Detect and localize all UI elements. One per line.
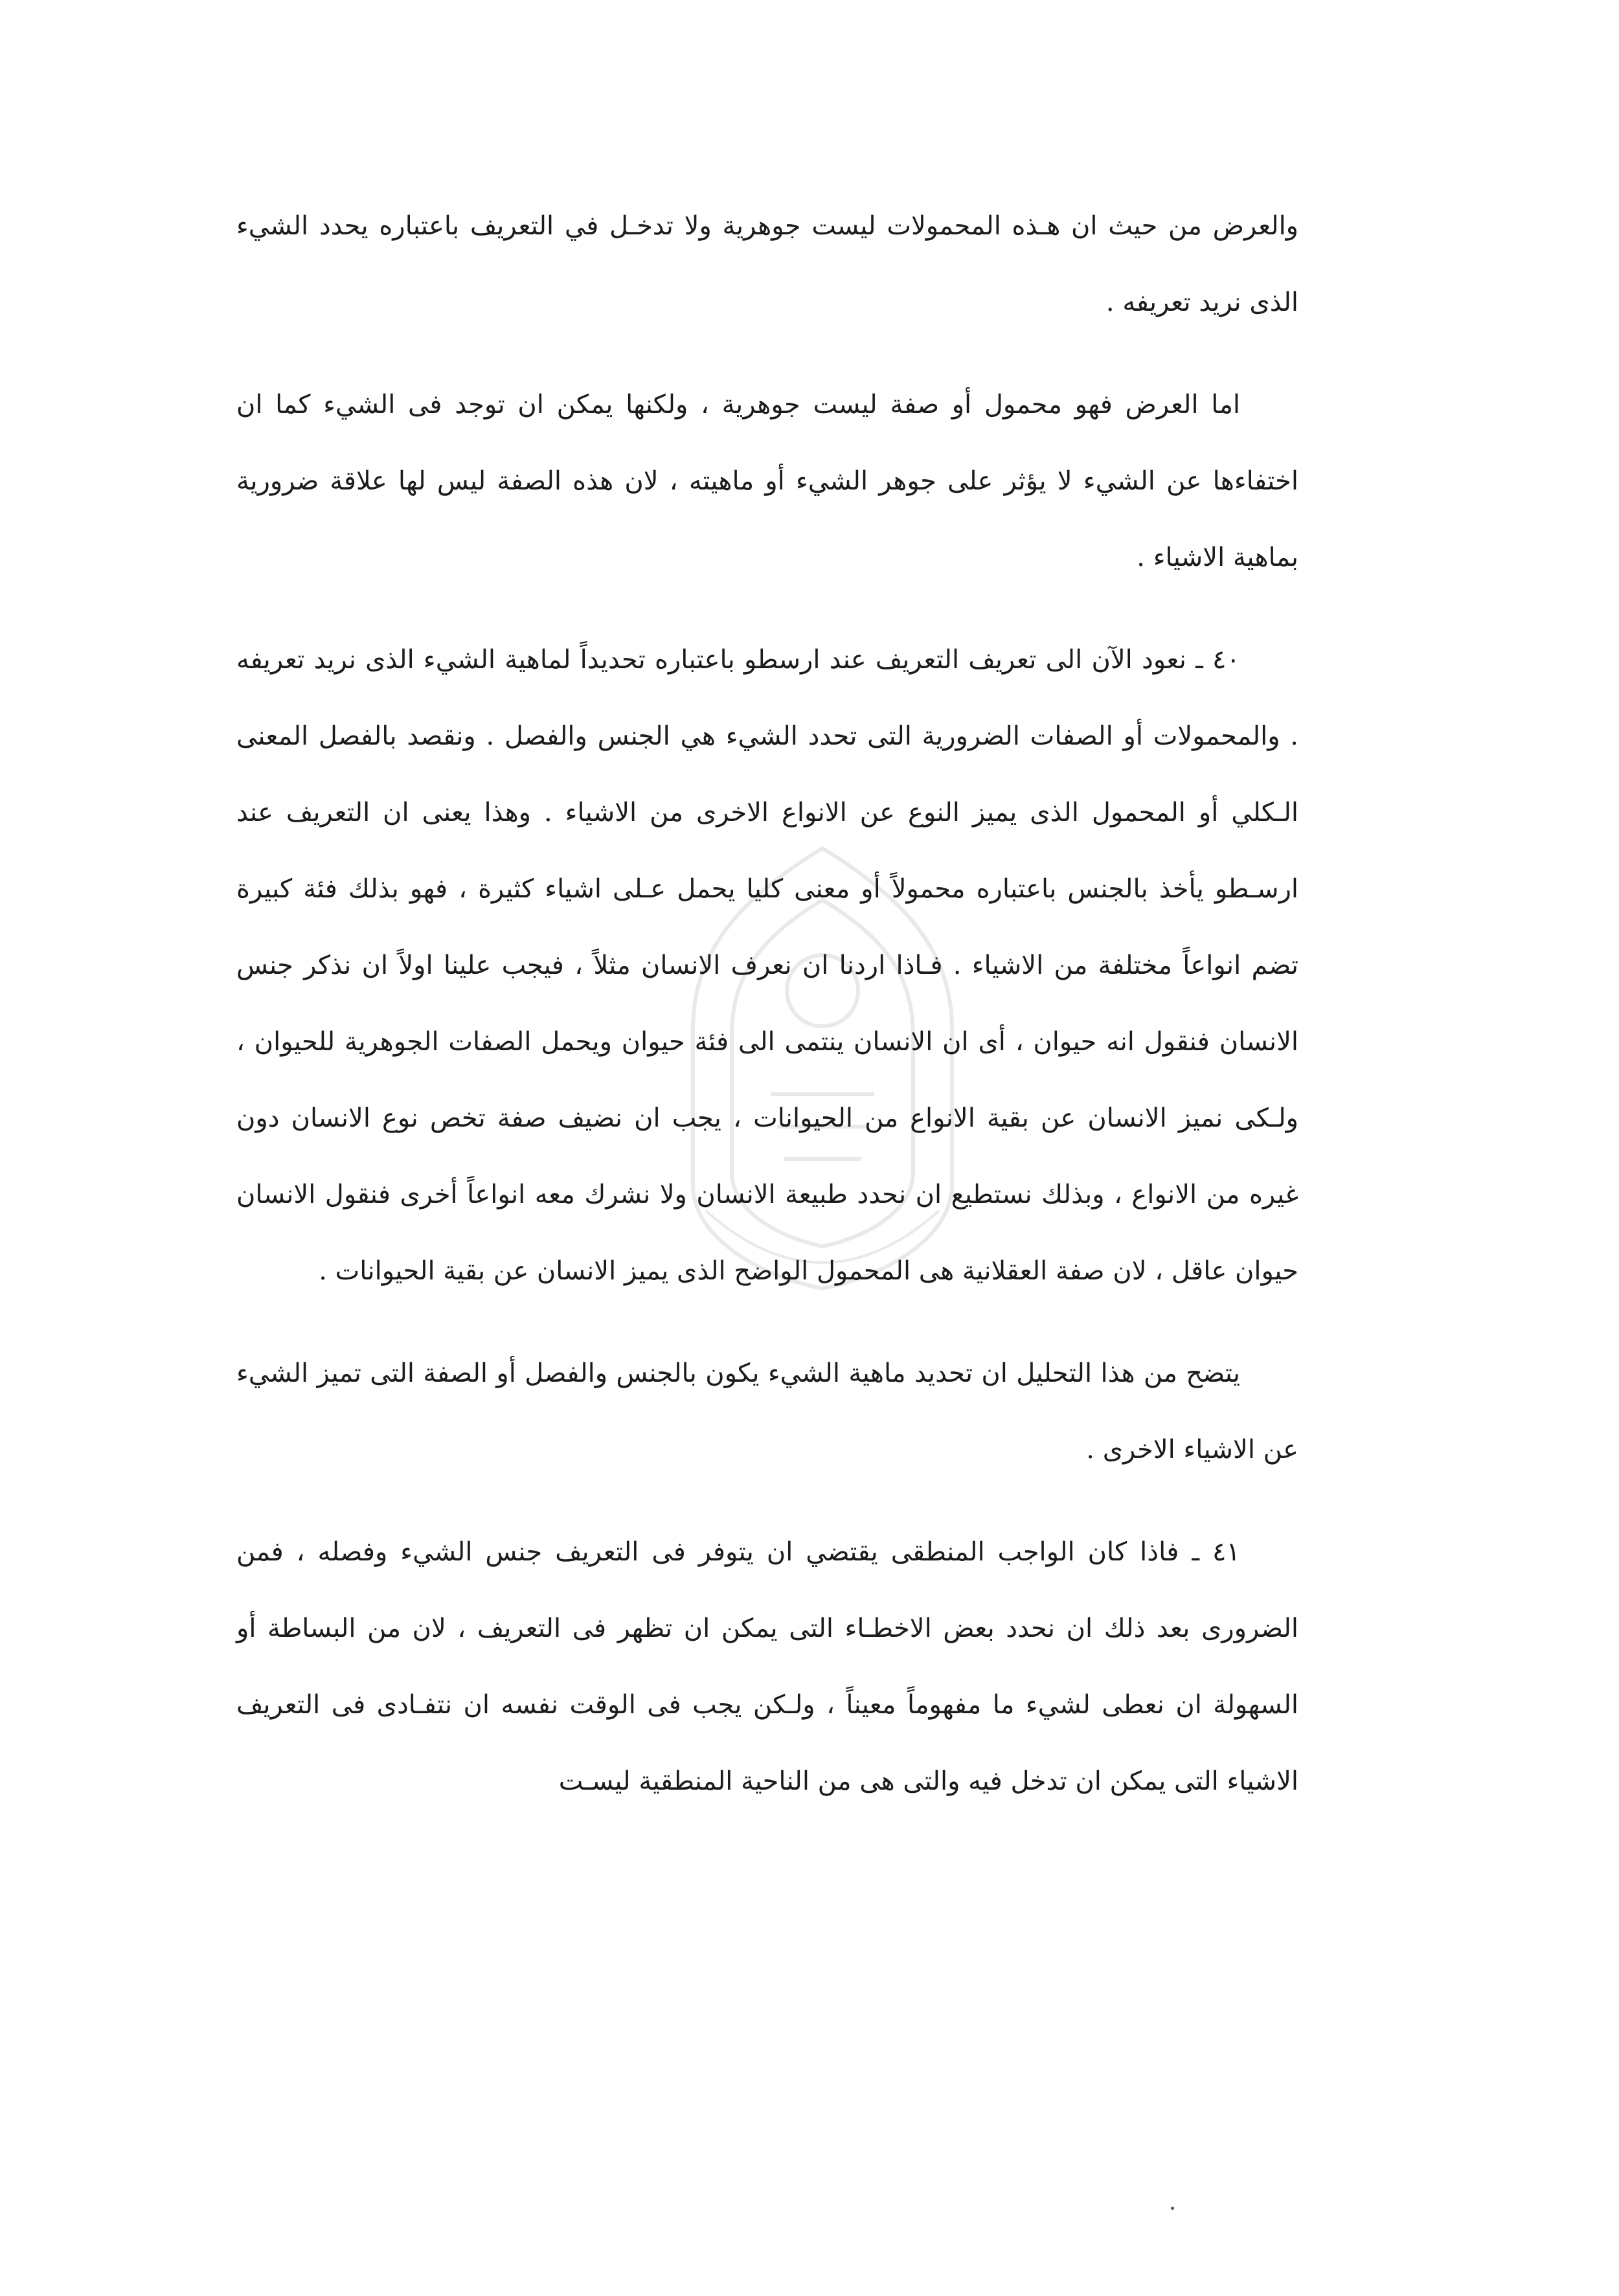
paragraph: ٤٠ ـ نعود الآن الى تعريف التعريف عند ارسطو باعتباره تحديداً لماهية الشيء الذى نريد تعريفه . والمحمولات أو الصفات الضرورية التى تحدد الشيء هي الجنس والفصل . ونقصد بالفصل المعنى الـكلي أو المحمول الذى يميز النوع عن الانواع الاخرى من الاشياء . وهذا يعنى ان التعريف عند ارسـطو يأخذ بالجنس باعتباره محمولاً أو معنى كليا يحمل عـلى اشياء كثيرة ، فهو بذلك فئة كبيرة تضم انواعاً مختلفة من الاشياء . فـاذا اردنا ان نعرف الانسان مثلاً ، فيجب علينا اولاً ان نذكر جنس الانسان فنقول انه حيوان ، أى ان الانسان ينتمى الى فئة حيوان ويحمل الصفات الجوهرية للحيوان ، ولـكى نميز الانسان عن بقية الانواع من الحيوانات ، يجب ان نضيف صفة تخص نوع الانسان دون غيره من الانواع ، وبذلك نستطيع ان نحدد طبيعة الانسان ولا نشرك معه انواعاً أخرى فنقول الانسان حيوان عاقل ، لان صفة العقلانية هى المحمول الواضح الذى يميز الانسان عن بقية الحيوانات . bbox=[236, 645, 1298, 1286]
paragraph: والعرض من حيث ان هـذه المحمولات ليست جوهرية ولا تدخـل في التعريف باعتباره يحدد الشيء الذى نريد تعريفه . bbox=[236, 211, 1298, 317]
scan-speck bbox=[1171, 2207, 1174, 2210]
paragraph: ٤١ ـ فاذا كان الواجب المنطقى يقتضي ان يتوفر فى التعريف جنس الشيء وفصله ، فمن الضرورى بعد ذلك ان نحدد بعض الاخطـاء التى يمكن ان تظهر فى التعريف ، لان من البساطة أو السهولة ان نعطى لشيء ما مفهوماً معيناً ، ولـكن يجب فى الوقت نفسه ان نتفـادى فى التعريف الاشياء التى يمكن ان تدخل فيه والتى هى من الناحية المنطقية ليسـت bbox=[236, 1537, 1298, 1796]
paragraph: يتضح من هذا التحليل ان تحديد ماهية الشيء يكون بالجنس والفصل أو الصفة التى تميز الشيء عن الاشياء الاخرى . bbox=[236, 1358, 1298, 1465]
arabic-text-body bbox=[236, 188, 1298, 1819]
paragraph: اما العرض فهو محمول أو صفة ليست جوهرية ، ولكنها يمكن ان توجد فى الشيء كما ان اختفاءها عن الشيء لا يؤثر على جوهر الشيء أو ماهيته ، لان هذه الصفة ليس لها علاقة ضرورية بماهية الاشياء . bbox=[236, 390, 1298, 572]
